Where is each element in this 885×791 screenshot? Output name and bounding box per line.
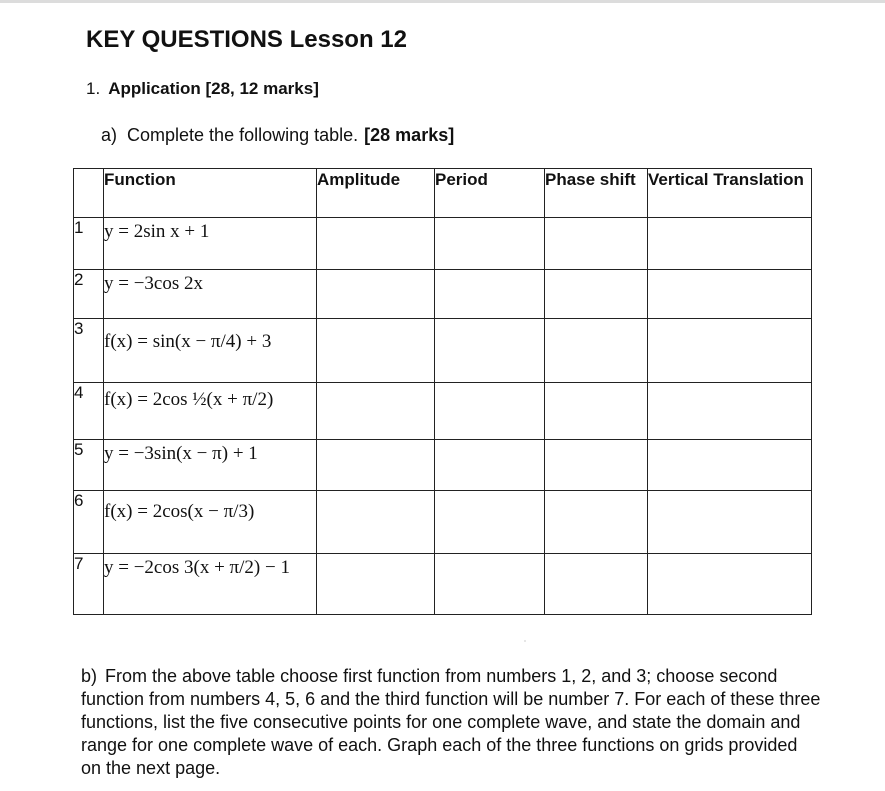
function-cell [104,218,317,270]
function-cell [104,440,317,491]
vertical-translation-answer-cell[interactable] [648,319,812,383]
part-a-label: a) [101,125,118,145]
table-row [74,440,812,491]
part-a-marks: [28 marks] [364,125,455,145]
part-b-label: b) [81,666,98,686]
vertical-translation-answer-cell[interactable] [648,383,812,440]
question-number: 1. [86,79,101,98]
header-phase-shift: Phase shift [545,169,648,218]
table-header-row [74,169,812,218]
part-b-text: From the above table choose first function from numbers 1, 2, and 3; choose second function from numbers 4, 5, 6 and the third function will be number 7. For each of these three functions, list the five consecutive points for one complete wave, and state the domain and range for one complete wave of each. Graph each of the three functions on grids provided on the next page. [81,666,821,778]
amplitude-answer-cell[interactable] [317,270,435,319]
header-number [74,169,104,218]
row-number: 2 [74,270,104,319]
table-row [74,383,812,440]
period-answer-cell[interactable] [435,440,545,491]
vertical-translation-answer-cell[interactable] [648,491,812,554]
table-row [74,554,812,615]
phase-shift-answer-cell[interactable] [545,218,648,270]
amplitude-answer-cell[interactable] [317,218,435,270]
function-expression: y = −3cos 2x [104,273,204,294]
function-expression: f(x) = sin(x − π/4) + 3 [104,331,272,352]
row-number: 1 [74,218,104,270]
function-expression: y = −3sin(x − π) + 1 [104,443,258,464]
header-amplitude: Amplitude [317,169,435,218]
function-cell [104,491,317,554]
table-row [74,319,812,383]
function-table [73,168,812,615]
phase-shift-answer-cell[interactable] [545,440,648,491]
function-expression: f(x) = 2cos(x − π/3) [104,501,255,522]
row-number: 3 [74,319,104,383]
header-function: Function [104,169,317,218]
part-a-text: Complete the following table. [127,125,359,145]
function-expression: f(x) = 2cos ½(x + π/2) [104,389,274,410]
phase-shift-answer-cell[interactable] [545,270,648,319]
part-b-instructions [81,665,821,780]
page-title: KEY QUESTIONS Lesson 12 [86,26,407,53]
period-answer-cell[interactable] [435,319,545,383]
vertical-translation-answer-cell[interactable] [648,218,812,270]
period-answer-cell[interactable] [435,218,545,270]
vertical-translation-answer-cell[interactable] [648,440,812,491]
row-number: 6 [74,491,104,554]
period-answer-cell[interactable] [435,554,545,615]
table-row [74,218,812,270]
table-row [74,491,812,554]
row-number: 4 [74,383,104,440]
period-answer-cell[interactable] [435,491,545,554]
amplitude-answer-cell[interactable] [317,383,435,440]
header-vertical-translation: Vertical Translation [648,169,812,218]
scan-speck [524,640,526,642]
function-expression: y = 2sin x + 1 [104,221,210,242]
table-row [74,270,812,319]
function-cell [104,383,317,440]
row-number: 5 [74,440,104,491]
page-top-edge [0,0,885,3]
function-cell [104,554,317,615]
function-cell [104,270,317,319]
phase-shift-answer-cell[interactable] [545,491,648,554]
amplitude-answer-cell[interactable] [317,440,435,491]
question-1-heading [86,79,319,99]
amplitude-answer-cell[interactable] [317,491,435,554]
period-answer-cell[interactable] [435,383,545,440]
question-label: Application [28, 12 marks] [108,79,319,98]
part-a-instruction [101,125,454,146]
vertical-translation-answer-cell[interactable] [648,554,812,615]
vertical-translation-answer-cell[interactable] [648,270,812,319]
phase-shift-answer-cell[interactable] [545,554,648,615]
phase-shift-answer-cell[interactable] [545,383,648,440]
function-expression: y = −2cos 3(x + π/2) − 1 [104,557,290,578]
amplitude-answer-cell[interactable] [317,554,435,615]
row-number: 7 [74,554,104,615]
phase-shift-answer-cell[interactable] [545,319,648,383]
header-period: Period [435,169,545,218]
period-answer-cell[interactable] [435,270,545,319]
function-cell [104,319,317,383]
amplitude-answer-cell[interactable] [317,319,435,383]
